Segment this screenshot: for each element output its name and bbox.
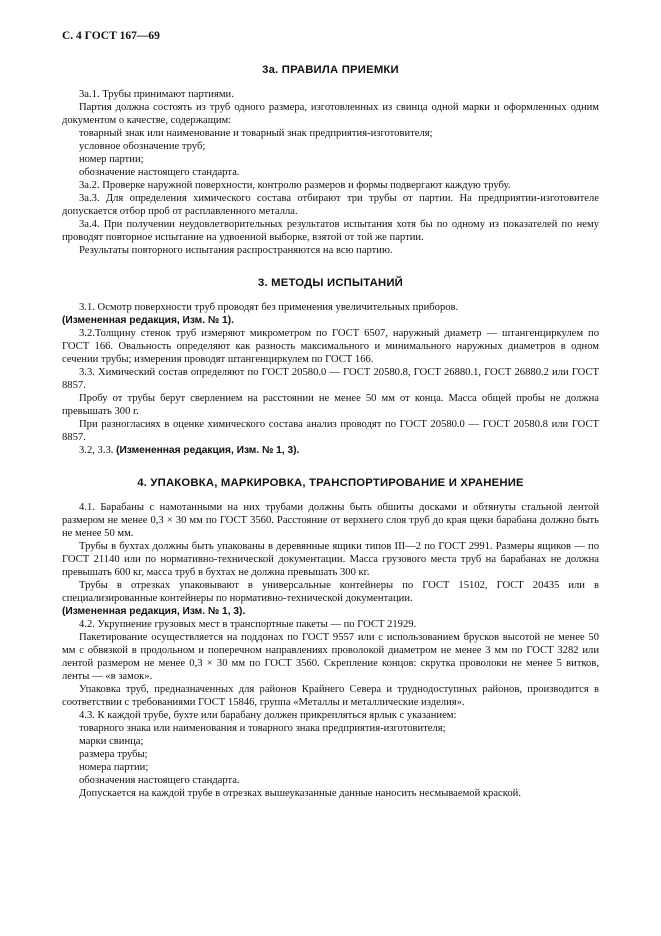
paragraph: 3.3. Химический состав определяют по ГОСТ 20580.0 — ГОСТ 20580.8, ГОСТ 26880.1, ГОСТ 26880.2 или ГОСТ 8857. bbox=[62, 367, 599, 391]
paragraph: Допускается на каждой трубе в отрезках вышеуказанные данные наносить несмываемой краской. bbox=[79, 788, 521, 799]
section-4-title: 4. УПАКОВКА, МАРКИРОВКА, ТРАНСПОРТИРОВАНИЕ И ХРАНЕНИЕ bbox=[137, 477, 524, 489]
paragraph: 4.3. К каждой трубе, бухте или барабану должен прикрепляться ярлык с указанием: bbox=[79, 710, 457, 721]
document-page bbox=[62, 30, 599, 800]
list-item: товарный знак или наименование и товарный знак предприятия-изготовителя; bbox=[79, 128, 433, 139]
amendment-note bbox=[62, 605, 599, 618]
paragraph: 3а.3. Для определения химического состава отбирают три трубы от партии. На предприятии-изготовителе допускается отбор проб от расплавленного металла. bbox=[62, 193, 599, 217]
paragraph: Результаты повторного испытания распространяются на всю партию. bbox=[79, 245, 393, 256]
paragraph: 4.2. Укрупнение грузовых мест в транспортные пакеты — по ГОСТ 21929. bbox=[79, 619, 417, 630]
paragraph: 3а.2. Проверке наружной поверхности, контролю размеров и формы подвергают каждую трубу. bbox=[79, 180, 511, 191]
amendment-note bbox=[62, 314, 599, 327]
paragraph: 3.2.Толщину стенок труб измеряют микрометром по ГОСТ 6507, наружный диаметр — штангенциркулем по ГОСТ 166. Овальность определяют как разность максимального и минимального наружных диаметров в одном сечении трубы; измерения проводят штангенциркулем по ГОСТ 166. bbox=[62, 328, 599, 365]
paragraph: Упаковка труб, предназначенных для районов Крайнего Севера и труднодоступных районов, производится в соответствии с требованиями ГОСТ 15846, группа «Металлы и металлические изделия». bbox=[62, 684, 599, 708]
amendment-prefix: 3.2, 3.3. bbox=[79, 445, 117, 456]
section-3-title: 3. МЕТОДЫ ИСПЫТАНИЙ bbox=[257, 277, 403, 289]
paragraph: Пакетирование осуществляется на поддонах по ГОСТ 9557 или с использованием брусков высотой не менее 50 мм с обвязкой в продольном и поперечном направлениях проволокой диаметром не менее 3 мм по ГОСТ 3282 или лентой размером не менее 0,3 × 30 мм по ГОСТ 3560. Скрепление концов: скрутка проволоки не менее 5 витков, ленты — «в замок». bbox=[62, 632, 599, 682]
amendment-note-text: (Измененная редакция, Изм. № 1). bbox=[62, 315, 234, 326]
list-item: размера трубы; bbox=[79, 749, 148, 760]
paragraph: 3а.1. Трубы принимают партиями. bbox=[79, 89, 234, 100]
list-item: номера партии; bbox=[79, 762, 149, 773]
paragraph: 4.1. Барабаны с намотанными на них трубами должны быть обшиты досками и обтянуты стальной лентой размером не менее 0,3 × 30 мм по ГОСТ 3560. Расстояние от верхнего слоя труб до края щеки барабана должно быть не менее 50 мм. bbox=[62, 502, 599, 539]
paragraph: 3.1. Осмотр поверхности труб проводят без применения увеличительных приборов. bbox=[79, 302, 459, 313]
list-item: условное обозначение труб; bbox=[79, 141, 206, 152]
paragraph: 3а.4. При получении неудовлетворительных результатов испытания хотя бы по одному из показателей по нему проводят повторное испытание на удвоенной выборке, взятой от той же партии. bbox=[62, 219, 599, 243]
amendment-note bbox=[62, 444, 599, 457]
page-header: С. 4 ГОСТ 167—69 bbox=[62, 30, 160, 42]
list-item: обозначения настоящего стандарта. bbox=[79, 775, 240, 786]
paragraph: Трубы в отрезках упаковывают в универсальные контейнеры по ГОСТ 15102, ГОСТ 20435 или в специализированные контейнеры по нормативно-технической документации. bbox=[62, 580, 599, 604]
section-3a-title: 3а. ПРАВИЛА ПРИЕМКИ bbox=[262, 64, 399, 76]
amendment-note-text: (Измененная редакция, Изм. № 1, 3). bbox=[116, 445, 300, 456]
paragraph: Пробу от трубы берут сверлением на расстоянии не менее 50 мм от конца. Масса общей пробы не должна превышать 300 г. bbox=[62, 393, 599, 417]
list-item: номер партии; bbox=[79, 154, 144, 165]
list-item: марки свинца; bbox=[79, 736, 144, 747]
paragraph: При разногласиях в оценке химического состава анализ проводят по ГОСТ 20580.0 — ГОСТ 20580.8 или ГОСТ 8857. bbox=[62, 419, 599, 443]
list-item: обозначение настоящего стандарта. bbox=[79, 167, 240, 178]
paragraph: Партия должна состоять из труб одного размера, изготовленных из свинца одной марки и оформленных одним документом о качестве, содержащим: bbox=[62, 102, 599, 126]
amendment-note-text: (Измененная редакция, Изм. № 1, 3). bbox=[62, 606, 246, 617]
list-item: товарного знака или наименования и товарного знака предприятия-изготовителя; bbox=[79, 723, 446, 734]
paragraph: Трубы в бухтах должны быть упакованы в деревянные ящики типов III—2 по ГОСТ 2991. Размеры ящиков — по ГОСТ 21140 или по нормативно-технической документации. Масса грузового места труб на барабанах не должна превышать 600 кг, масса труб в бухтах не должна превышать 300 кг. bbox=[62, 541, 599, 578]
